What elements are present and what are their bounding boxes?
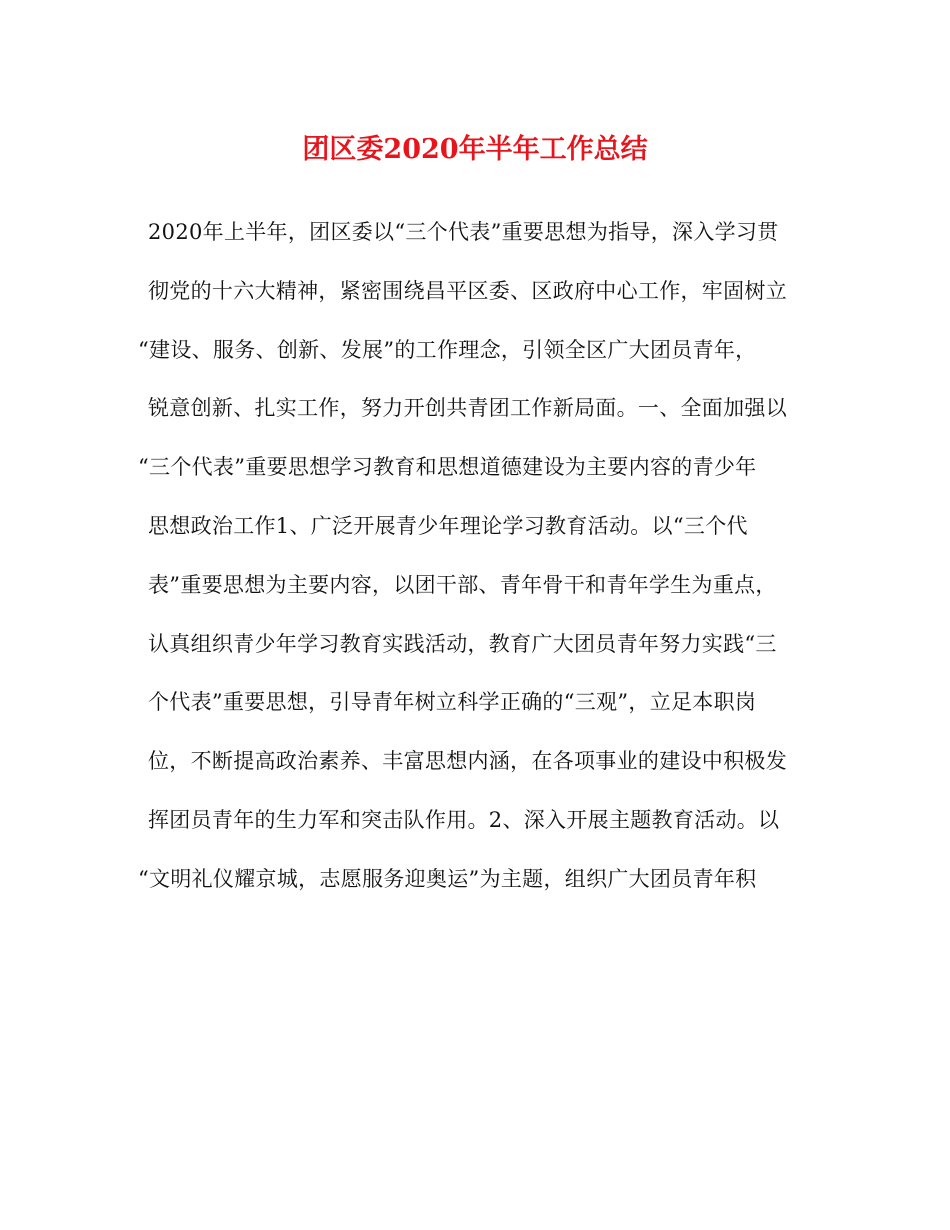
body-line-8: 认真组织青少年学习教育实践活动，教育广大团员青年努力实践“三 — [148, 631, 777, 656]
body-line-5: “三个代表”重要思想学习教育和思想道德建设为主要内容的青少年 — [138, 455, 757, 480]
body-line-11: 挥团员青年的生力军和突击队作用。2、深入开展主题教育活动。以 — [148, 807, 780, 832]
body-line-9: 个代表”重要思想，引导青年树立科学正确的“三观”，立足本职岗 — [148, 690, 757, 715]
body-line-1: 2020年上半年，团区委以“三个代表”重要思想为指导，深入学习贯 — [148, 220, 779, 244]
body-line-10: 位，不断提高政治素养、丰富思想内涵，在各项事业的建设中积极发 — [148, 749, 787, 774]
body-line-4: 锐意创新、扎实工作，努力开创共青团工作新局面。一、全面加强以 — [148, 396, 787, 421]
document-body — [138, 212, 808, 918]
document-title: 团区委2020年半年工作总结 — [302, 134, 648, 165]
body-line-3: “建设、服务、创新、发展”的工作理念，引领全区广大团员青年， — [138, 337, 757, 362]
body-line-2: 彻党的十六大精神，紧密围绕昌平区委、区政府中心工作，牢固树立 — [148, 278, 787, 303]
body-line-7: 表”重要思想为主要内容，以团干部、青年骨干和青年学生为重点， — [148, 572, 777, 597]
body-line-12: “文明礼仪耀京城，志愿服务迎奥运”为主题，组织广大团员青年积 — [138, 866, 757, 891]
body-line-6: 思想政治工作1、广泛开展青少年理论学习教育活动。以“三个代 — [148, 513, 748, 538]
